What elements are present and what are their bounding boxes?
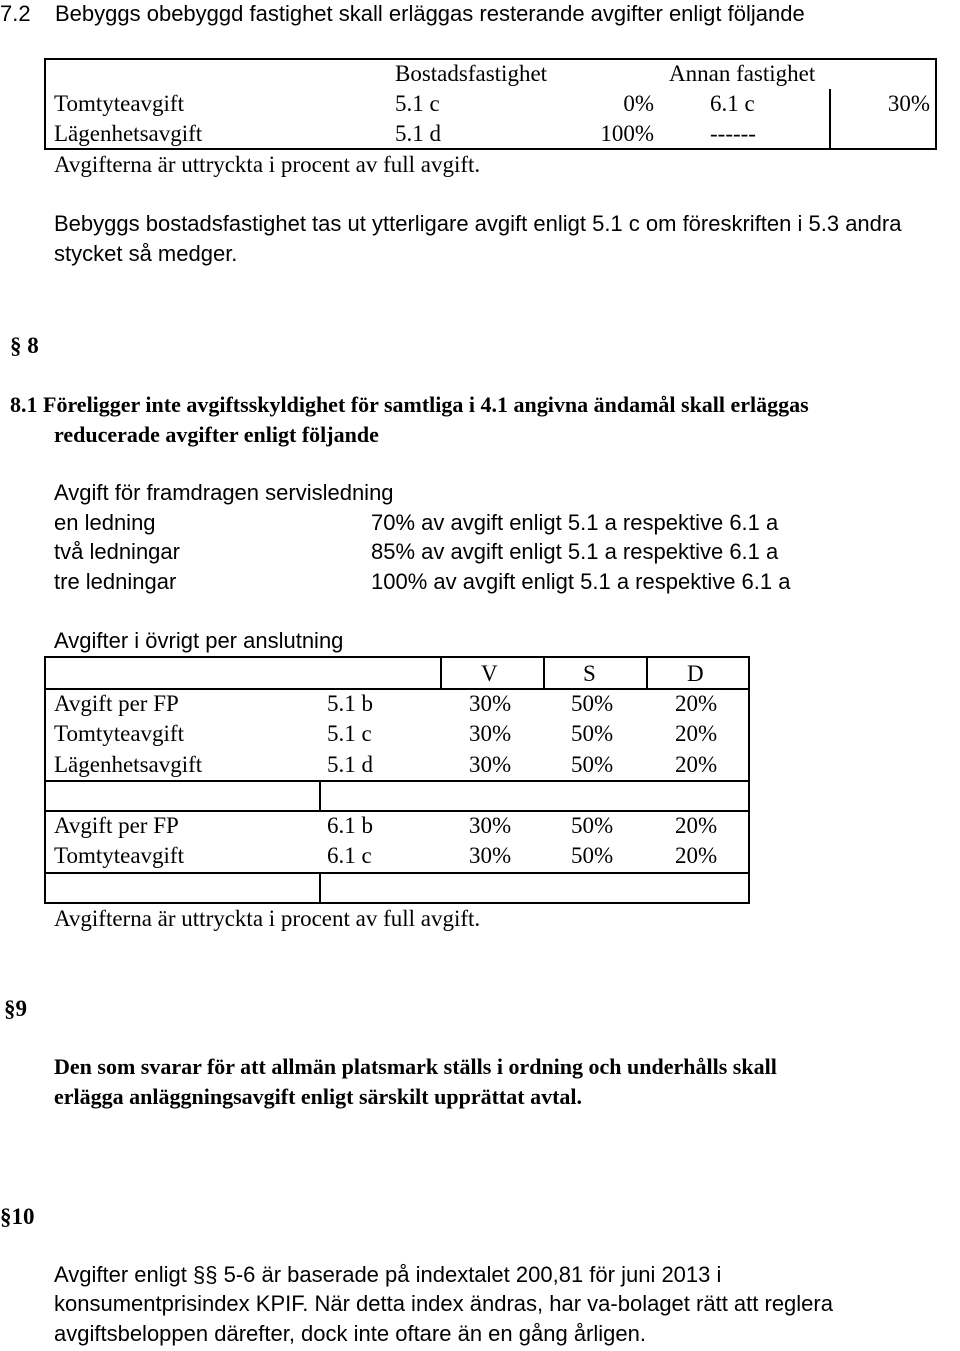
cell-s: 50% bbox=[571, 843, 614, 868]
section-number-7-2: 7.2 bbox=[0, 1, 31, 26]
service-row-value: 70% av avgift enligt 5.1 a respektive 6.1 a bbox=[371, 510, 779, 535]
cell-s: 50% bbox=[571, 721, 614, 746]
service-row-value: 100% av avgift enligt 5.1 a respektive 6.1 a bbox=[371, 569, 791, 594]
cell-ref: 6.1 b bbox=[327, 813, 373, 838]
cell-d: 20% bbox=[675, 843, 718, 868]
table-divider bbox=[829, 89, 831, 150]
cell-d: 20% bbox=[675, 721, 718, 746]
section-10-line-3: avgiftsbeloppen därefter, dock inte oftare än en gång årligen. bbox=[54, 1321, 646, 1346]
section-8-1-heading-line-1: 8.1 Föreligger inte avgiftsskyldighet för samtliga i 4.1 angivna ändamål skall erläggas bbox=[10, 392, 809, 417]
cell-v: 30% bbox=[469, 752, 512, 777]
section-10-line-2: konsumentprisindex KPIF. När detta index ändras, har va-bolaget rätt att reglera bbox=[54, 1291, 833, 1316]
cell-v: 30% bbox=[469, 843, 512, 868]
other-fees-title: Avgifter i övrigt per anslutning bbox=[54, 628, 344, 653]
col-header-bostadsfastighet: Bostadsfastighet bbox=[395, 61, 548, 86]
service-row-value: 85% av avgift enligt 5.1 a respektive 6.1 a bbox=[371, 539, 779, 564]
cell-s: 50% bbox=[571, 691, 614, 716]
col-header-s: S bbox=[583, 661, 596, 686]
table-divider bbox=[44, 688, 750, 690]
cell-annan-ref: ------ bbox=[710, 121, 756, 146]
section-8-1-heading-line-2: reducerade avgifter enligt följande bbox=[54, 422, 379, 447]
cell-d: 20% bbox=[675, 752, 718, 777]
section-7-2-heading: Bebyggs obebyggd fastighet skall erläggas resterande avgifter enligt följande bbox=[55, 1, 805, 26]
section-8-mark: § 8 bbox=[10, 333, 39, 358]
row-label: Avgift per FP bbox=[54, 691, 179, 716]
table-divider bbox=[440, 656, 442, 688]
col-header-annan-fastighet: Annan fastighet bbox=[669, 61, 816, 86]
section-10-mark: §10 bbox=[0, 1204, 35, 1229]
row-label: Avgift per FP bbox=[54, 813, 179, 838]
service-row-label: en ledning bbox=[54, 510, 156, 535]
table-divider bbox=[44, 810, 750, 812]
cell-v: 30% bbox=[469, 691, 512, 716]
cell-v: 30% bbox=[469, 721, 512, 746]
section-7-2-extra-line-2: stycket så medger. bbox=[54, 241, 238, 266]
cell-bostad-pct: 100% bbox=[600, 121, 654, 146]
cell-v: 30% bbox=[469, 813, 512, 838]
cell-s: 50% bbox=[571, 813, 614, 838]
cell-s: 50% bbox=[571, 752, 614, 777]
section-9-line-1: Den som svarar för att allmän platsmark ställs i ordning och underhålls skall bbox=[54, 1054, 777, 1079]
table-divider bbox=[44, 780, 750, 782]
cell-d: 20% bbox=[675, 691, 718, 716]
cell-bostad-ref: 5.1 d bbox=[395, 121, 441, 146]
col-header-v: V bbox=[481, 661, 498, 686]
table-divider bbox=[319, 780, 321, 810]
cell-ref: 5.1 c bbox=[327, 721, 372, 746]
cell-bostad-pct: 0% bbox=[623, 91, 654, 116]
cell-ref: 5.1 d bbox=[327, 752, 373, 777]
table-divider bbox=[319, 872, 321, 904]
row-label: Lägenhetsavgift bbox=[54, 121, 203, 146]
service-row-label: två ledningar bbox=[54, 539, 180, 564]
table-divider bbox=[44, 872, 750, 874]
cell-bostad-ref: 5.1 c bbox=[395, 91, 440, 116]
row-label: Lägenhetsavgift bbox=[54, 752, 203, 777]
cell-ref: 6.1 c bbox=[327, 843, 372, 868]
cell-ref: 5.1 b bbox=[327, 691, 373, 716]
cell-d: 20% bbox=[675, 813, 718, 838]
service-row-label: tre ledningar bbox=[54, 569, 177, 594]
section-7-2-extra-line-1: Bebyggs bostadsfastighet tas ut ytterligare avgift enligt 5.1 c om föreskriften i 5.3 andra bbox=[54, 211, 902, 236]
section-9-mark: §9 bbox=[4, 996, 27, 1021]
table-divider bbox=[543, 656, 545, 688]
section-8-note: Avgifterna är uttryckta i procent av full avgift. bbox=[54, 906, 481, 931]
table-divider bbox=[646, 656, 648, 688]
row-label: Tomtyteavgift bbox=[54, 843, 184, 868]
row-label: Tomtyteavgift bbox=[54, 91, 184, 116]
cell-annan-pct: 30% bbox=[887, 91, 930, 116]
row-label: Tomtyteavgift bbox=[54, 721, 184, 746]
cell-annan-ref: 6.1 c bbox=[710, 91, 755, 116]
section-7-2-note: Avgifterna är uttryckta i procent av full avgift. bbox=[54, 152, 481, 177]
service-line-title: Avgift för framdragen servisledning bbox=[54, 480, 394, 505]
section-10-line-1: Avgifter enligt §§ 5-6 är baserade på indextalet 200,81 för juni 2013 i bbox=[54, 1262, 722, 1287]
col-header-d: D bbox=[687, 661, 704, 686]
section-9-line-2: erlägga anläggningsavgift enligt särskilt upprättat avtal. bbox=[54, 1084, 583, 1109]
